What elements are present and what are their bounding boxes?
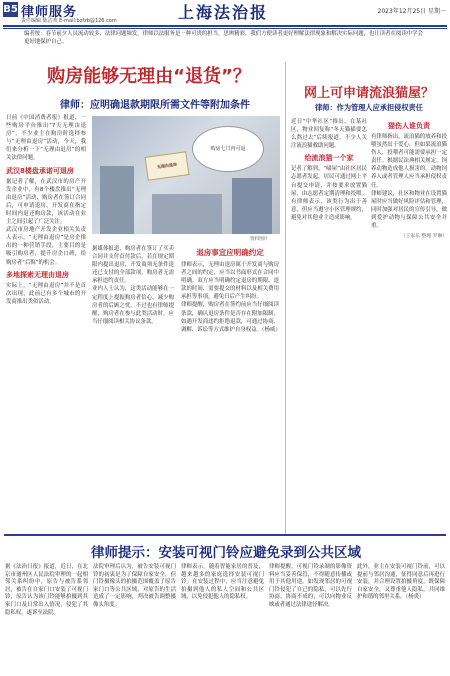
article-paragraph: 法院审理后认为，被告安装可视门铃的初衷是为了保障自家安全，但门铃摄像头的拍摄范围覆盖了原告家门口等公共区域，对原告的生活造成了一定影响，判决被告调整摄像头角度。 xyxy=(93,564,176,608)
issue-date: 2023年12月25日 星期一 xyxy=(377,8,446,15)
article-paragraph: 据《法治日报》报道，近日，在北京市通州区人民法院审理的一起相邻关系纠纷中，原告与被告系邻居，被告在自家门口安装了可视门铃，原告认为该门铃能够拍摄到其家门口及日常出入情况，侵犯了其隐私权，遂诉至法院。 xyxy=(5,564,88,616)
main-column-3 xyxy=(181,245,279,334)
article-subhead: 猫伤人谁负责 xyxy=(388,122,430,130)
article-subhead: 多地探索无理由退房 xyxy=(6,270,69,279)
main-subheadline: 律师：应明确退款期限所需文件等附加条件 xyxy=(60,100,250,111)
photo-building xyxy=(152,194,222,234)
right-headline: 网上可申请流浪猫屋？ xyxy=(303,86,434,101)
article-paragraph: 日前《中国消费者报》报道，一些购房平台推出“7天无理由退房”，不少业主在购房时选择参与“无理由退房”活动，今天，我们来分析一下“无理由退房”的相关法律问题。 xyxy=(6,115,86,162)
column-divider xyxy=(285,62,286,534)
right-subheadline: 律师：作为管理人应承担侵权责任 xyxy=(315,103,423,112)
right-column-2 xyxy=(371,118,447,239)
bottom-column-4 xyxy=(269,564,352,610)
article-paragraph: 律师表示，无理由退房属于开发商与购房者之间的约定，应当以书面形式在合同中明确。双方应当明确约定退房的期限、退款的时间、需要提交的材料以及相关费用承担等事项，避免日后产生纠纷。 xyxy=(181,262,279,301)
photo-sign: 无理由退房 xyxy=(145,151,190,181)
main-headline: 购房能够无理由“退货”？ xyxy=(47,66,251,87)
section-title: 律师服务 xyxy=(21,5,78,20)
article-paragraph: 律师提醒，可视门铃录制的影像资料应当妥善保管，不得随意传播或用于其他用途。如发现邻居的可视门铃侵犯了自己的隐私，可以先行协商，协商不成的，可以向物业反映或者通过法律途径解决。 xyxy=(269,564,352,608)
article-paragraph: 此外，业主在安装可视门铃前，可以提前与邻居沟通，征得同意后再进行安装，并合理设置拍摄角度，既保障自家安全，又尊重他人隐私，共同维护和谐的邻里关系。（杨炎） xyxy=(357,564,445,601)
masthead-rule xyxy=(3,25,447,27)
article-paragraph: 记者了解到，“喵屋”由社区居民志愿者发起，居民可通过网上平台提交申请，并按要求放置猫屋，由志愿者定期清理和投喂。有律师表示，该类行为出于善意，但应当遵守小区管理规约，避免对其他业主造成影响。 xyxy=(291,166,367,221)
article-subhead: 退房事宜应明确约定 xyxy=(196,248,264,257)
article-paragraph: 近日“中华社区”推出，在某社区，物业回复称“冬天猫猫要怎么熬过去”后续报道，不少人关注流浪猫救助问题。 xyxy=(291,119,367,150)
photo-building xyxy=(100,166,134,234)
section-divider xyxy=(4,534,446,536)
right-column-1 xyxy=(291,118,367,222)
article-paragraph: 武汉市房地产开发企业相关负责人表示，“无理由退房”是房企推出的一种营销手段，主要目的是吸引购房者，提升房企口碑，给购房者“后悔”的机会。 xyxy=(6,227,86,266)
main-column-2 xyxy=(92,245,174,326)
editor-note: 编者按：春节前夕人员流动较多，法律问题频发，律师以法服务是一种可贵的担当。思辨精彩，我们方便读者更好理解法律现象和解决实际问题，也让读者在阅读中学会更好地保护自己。 xyxy=(24,31,423,45)
article-paragraph: 实际上，“无理由退房”并不是首次出现，此前已有多个城市的开发商推出类似活动。 xyxy=(6,282,86,305)
byline: （王家乐 整理 罗琳） xyxy=(400,234,447,240)
bottom-column-5 xyxy=(357,564,445,602)
editor-info: 责任编辑 陈洁欢 E-mail:bzfzb@126.com xyxy=(21,18,117,24)
article-paragraph: 有律师指出，流浪猫的放养和投喂虽然出于爱心，但如果流浪猫伤人，投喂者可能需要承担一定责任。根据民法典相关规定，饲养动物造成他人损害的，动物饲养人或者管理人应当承担侵权责任。 xyxy=(371,134,447,189)
page-number-badge: B5 xyxy=(3,4,18,15)
bottom-headline: 律师提示：安装可视门铃应避免录到公共区域 xyxy=(91,545,361,561)
article-paragraph: 据记者了解，在武汉市的房产开发企业中，有8个楼盘推出“无理由退房”活动，购房者在签订合同后，可申请退房，开发商在指定时间内退还购房款，该活动在业主之间引起了广泛关注。 xyxy=(6,178,86,226)
masthead xyxy=(0,0,450,30)
masthead-rule-thin xyxy=(3,28,447,29)
main-lead-column xyxy=(6,114,86,306)
bottom-column-3 xyxy=(181,564,264,602)
article-photo xyxy=(92,116,280,234)
article-paragraph: 律师提醒，购房者在签约前应当仔细阅读条款，确认退房条件是否存在附加限制，如遇开发商违约拒绝退款，可通过协商、调解、诉讼等方式维护自身权益。（杨威） xyxy=(181,302,281,333)
article-subhead: 给流浪猫一个家 xyxy=(304,154,354,163)
bottom-column-1 xyxy=(5,564,88,617)
photo-speech-bubble: 购房七日内可退 xyxy=(192,126,264,172)
article-subhead: 武汉8楼盘承诺可退房 xyxy=(6,166,74,175)
paper-title: 上海法治报 xyxy=(178,3,269,22)
photo-credit: 资料图片 xyxy=(250,237,269,242)
article-paragraph: 业内人士认为，这类活动能够在一定程度上提振购房者信心，减少购房者的后顾之忧。不过也有律师提醒，购房者在参与此类活动时，应当仔细阅读相关协议条款。 xyxy=(92,286,174,325)
article-paragraph: 律师建议，社区和物业在设置猫屋时应当做好风险评估和管理，同时加强对居民的宣传引导，做到爱护动物与保障公共安全并重。 xyxy=(371,190,447,230)
article-paragraph: 律师表示，随着智能家居的普及，越来越多的家庭选择安装可视门铃。在安装过程中，应当注意避免拍摄到他人的私人空间和公共区域，以免侵犯他人的隐私权。 xyxy=(181,564,264,601)
article-paragraph: 据媒体报道，购房者在签订了买卖合同并支付首付款后，若在规定期限内提出退房，开发商须无条件退还已支付的全部款项，购房者无需承担违约责任。 xyxy=(92,246,174,285)
photo-building xyxy=(232,178,272,234)
bottom-column-2 xyxy=(93,564,176,610)
